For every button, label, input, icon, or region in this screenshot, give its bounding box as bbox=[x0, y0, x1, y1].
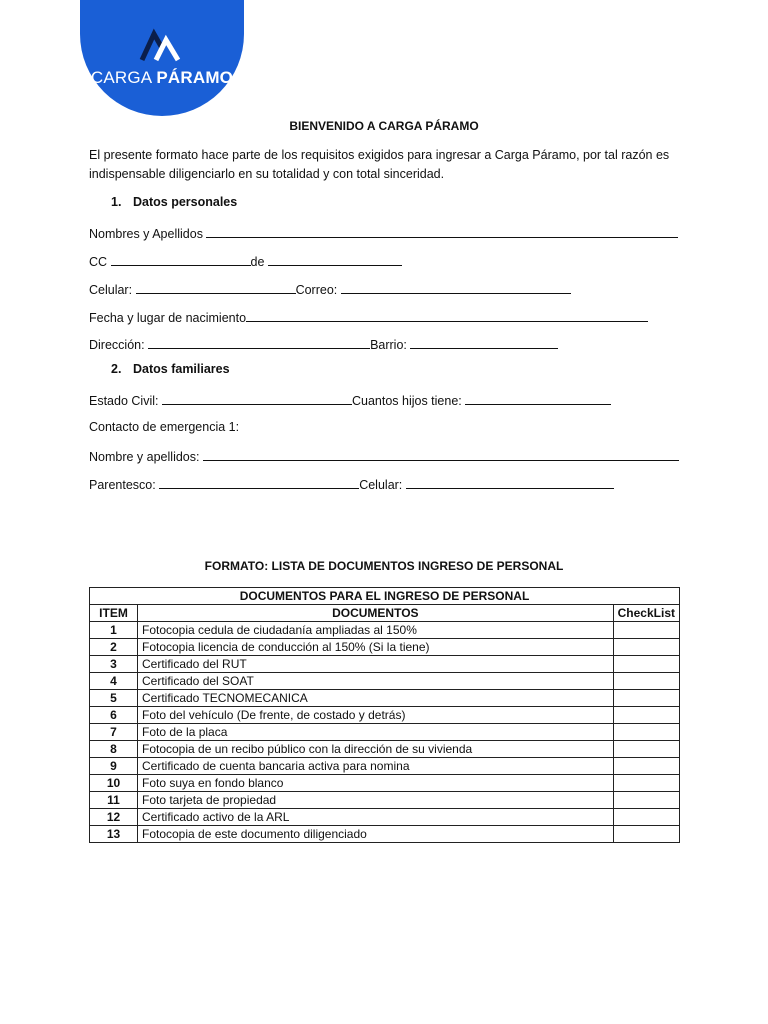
document-name: Fotocopia de este documento diligenciado bbox=[138, 826, 614, 843]
table-row bbox=[90, 690, 680, 707]
document-name: Fotocopia cedula de ciudadanía ampliadas al 150% bbox=[138, 622, 614, 639]
field-direccion-barrio[interactable]: Dirección: Barrio: bbox=[89, 335, 558, 351]
section-datos-familiares: 2. Datos familiares bbox=[111, 362, 230, 376]
table-row bbox=[90, 775, 680, 792]
table-row bbox=[90, 639, 680, 656]
field-parentesco-celular[interactable]: Parentesco: Celular: bbox=[89, 475, 614, 491]
table-row bbox=[90, 792, 680, 809]
page-title: BIENVENIDO A CARGA PÁRAMO bbox=[289, 119, 479, 133]
intro-paragraph: El presente formato hace parte de los requisitos exigidos para ingresar a Carga Páramo, por tal razón es indispensable diligenciarlo en su totalidad y con total sinceridad. bbox=[89, 148, 670, 181]
field-celular-correo[interactable]: Celular: Correo: bbox=[89, 280, 571, 296]
field-estado-civil[interactable]: Estado Civil: Cuantos hijos tiene: bbox=[89, 391, 611, 407]
table-row bbox=[90, 707, 680, 724]
item-number: 5 bbox=[90, 690, 138, 707]
checklist-cell[interactable] bbox=[613, 775, 679, 792]
document-name: Certificado TECNOMECANICA bbox=[138, 690, 614, 707]
col-item: ITEM bbox=[90, 605, 138, 622]
table-row bbox=[90, 656, 680, 673]
document-name: Certificado de cuenta bancaria activa para nomina bbox=[138, 758, 614, 775]
table-row bbox=[90, 622, 680, 639]
logo-mark-icon bbox=[138, 28, 186, 64]
table-row bbox=[90, 741, 680, 758]
item-number: 9 bbox=[90, 758, 138, 775]
logo-text: CARGA PÁRAMO bbox=[90, 68, 234, 87]
item-number: 7 bbox=[90, 724, 138, 741]
item-number: 1 bbox=[90, 622, 138, 639]
checklist-cell[interactable] bbox=[613, 673, 679, 690]
document-name: Fotocopia licencia de conducción al 150% (Si la tiene) bbox=[138, 639, 614, 656]
col-documentos: DOCUMENTOS bbox=[138, 605, 614, 622]
document-name: Certificado activo de la ARL bbox=[138, 809, 614, 826]
item-number: 13 bbox=[90, 826, 138, 843]
label-contacto-emergencia: Contacto de emergencia 1: bbox=[89, 420, 240, 434]
document-name: Foto del vehículo (De frente, de costado y detrás) bbox=[138, 707, 614, 724]
table-header: DOCUMENTOS PARA EL INGRESO DE PERSONAL bbox=[90, 588, 680, 605]
item-number: 11 bbox=[90, 792, 138, 809]
item-number: 2 bbox=[90, 639, 138, 656]
checklist-cell[interactable] bbox=[613, 639, 679, 656]
document-name: Certificado del RUT bbox=[138, 656, 614, 673]
checklist-cell[interactable] bbox=[613, 690, 679, 707]
document-name: Foto de la placa bbox=[138, 724, 614, 741]
checklist-cell[interactable] bbox=[613, 724, 679, 741]
item-number: 10 bbox=[90, 775, 138, 792]
field-nombre-apellidos[interactable]: Nombre y apellidos: bbox=[89, 447, 679, 463]
section-datos-personales: 1. Datos personales bbox=[111, 195, 238, 209]
checklist-cell[interactable] bbox=[613, 707, 679, 724]
item-number: 12 bbox=[90, 809, 138, 826]
checklist-cell[interactable] bbox=[613, 741, 679, 758]
checklist-cell[interactable] bbox=[613, 792, 679, 809]
table-row bbox=[90, 826, 680, 843]
table-row bbox=[90, 809, 680, 826]
documents-table bbox=[89, 587, 680, 843]
col-checklist: CheckList bbox=[613, 605, 679, 622]
field-fecha-nacimiento[interactable]: Fecha y lugar de nacimiento bbox=[89, 308, 648, 324]
document-name: Fotocopia de un recibo público con la dirección de su vivienda bbox=[138, 741, 614, 758]
table-title: FORMATO: LISTA DE DOCUMENTOS INGRESO DE PERSONAL bbox=[204, 559, 564, 573]
table-row bbox=[90, 673, 680, 690]
checklist-cell[interactable] bbox=[613, 826, 679, 843]
document-name: Foto suya en fondo blanco bbox=[138, 775, 614, 792]
item-number: 8 bbox=[90, 741, 138, 758]
table-row bbox=[90, 724, 680, 741]
company-logo bbox=[80, 0, 244, 116]
checklist-cell[interactable] bbox=[613, 622, 679, 639]
document-name: Foto tarjeta de propiedad bbox=[138, 792, 614, 809]
table-row bbox=[90, 758, 680, 775]
field-nombres[interactable]: Nombres y Apellidos bbox=[89, 224, 678, 240]
field-cc[interactable]: CC de bbox=[89, 252, 402, 268]
item-number: 3 bbox=[90, 656, 138, 673]
checklist-cell[interactable] bbox=[613, 758, 679, 775]
item-number: 4 bbox=[90, 673, 138, 690]
item-number: 6 bbox=[90, 707, 138, 724]
checklist-cell[interactable] bbox=[613, 809, 679, 826]
document-name: Certificado del SOAT bbox=[138, 673, 614, 690]
checklist-cell[interactable] bbox=[613, 656, 679, 673]
